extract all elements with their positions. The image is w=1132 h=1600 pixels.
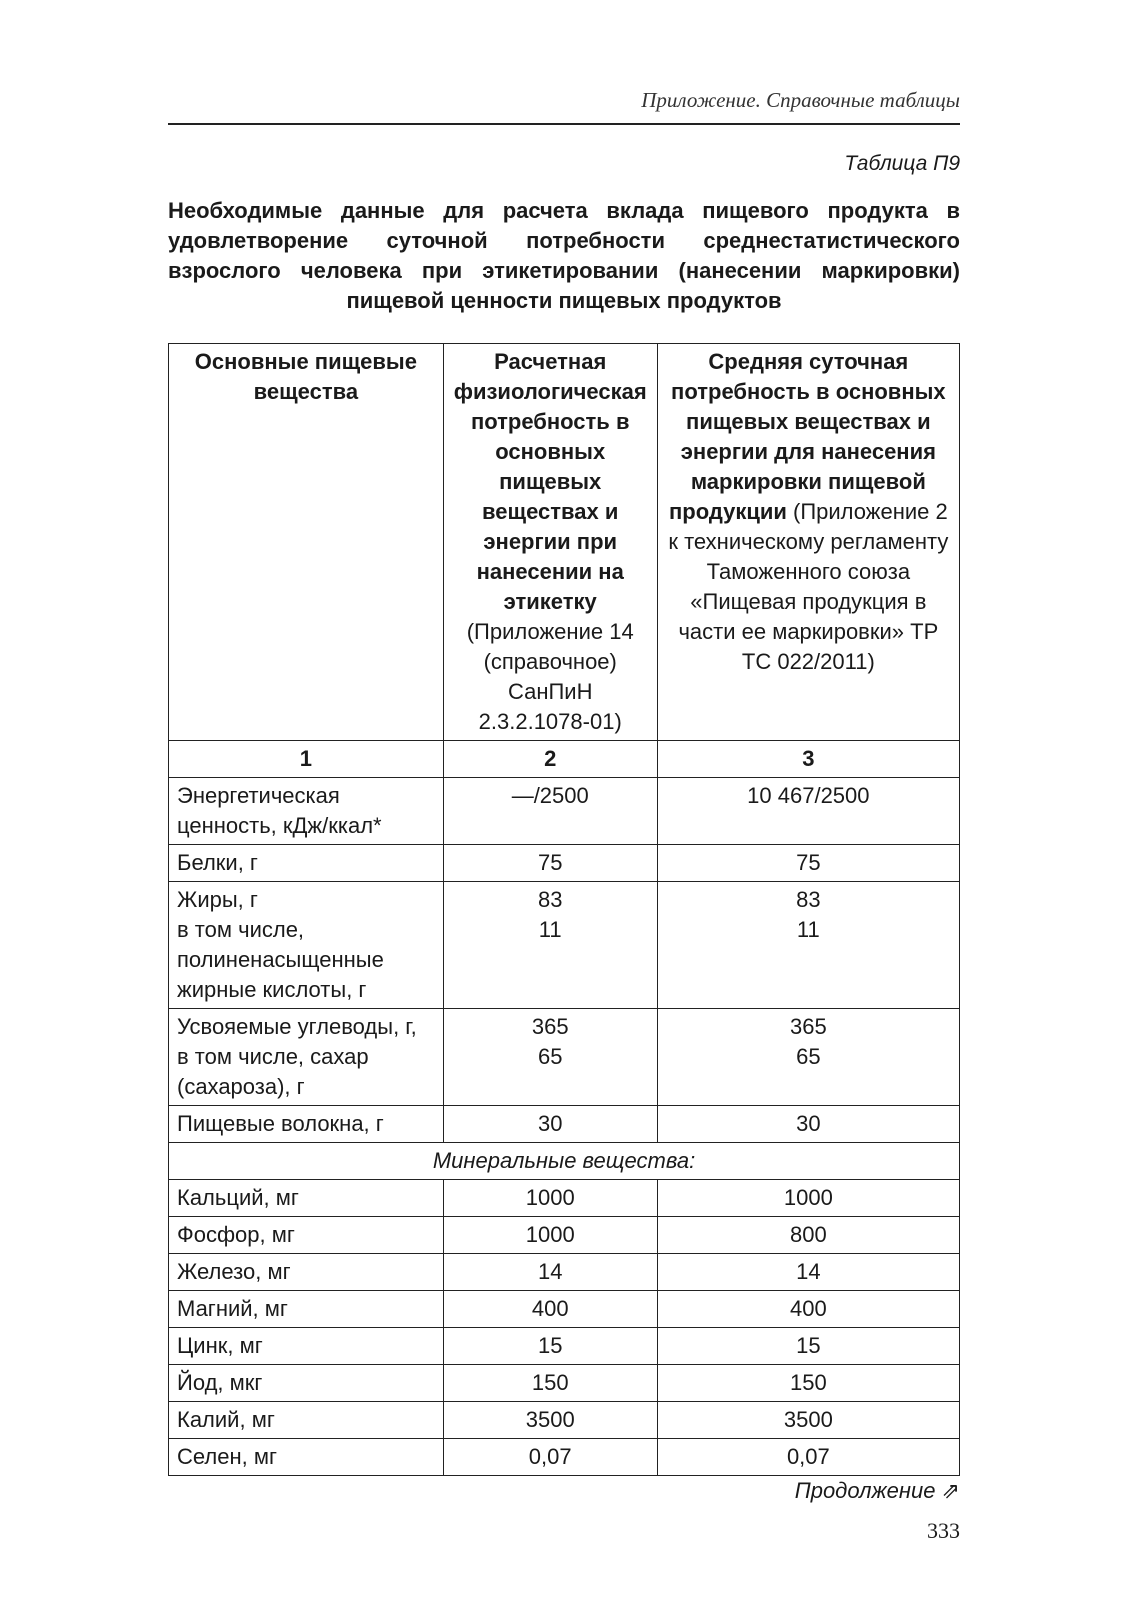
value-col-3	[657, 845, 959, 882]
nutrient-name: Калий, мг	[169, 1402, 444, 1439]
value-col-3: 15	[657, 1328, 959, 1365]
header-rule	[168, 123, 960, 125]
value-col-3	[657, 1106, 959, 1143]
running-head: Приложение. Справочные таблицы	[641, 88, 960, 112]
table-caption: Необходимые данные для расчета вклада пищевого продукта в удовлетворение суточной потребности среднестатистического взрослого человека при этикетировании (нанесении маркировки) пищевой ценности пищевых продуктов	[168, 198, 960, 313]
continuation-note: Продолжение ⇗	[794, 1478, 960, 1503]
value-col-2	[443, 1106, 657, 1143]
value-col-3-line: 10 467/2500	[747, 783, 870, 808]
value-col-3: 150	[657, 1365, 959, 1402]
value-col-3-line: 83	[796, 887, 821, 912]
nutrient-name: Магний, мг	[169, 1291, 444, 1328]
value-col-3: 0,07	[657, 1439, 959, 1476]
page-number: 333	[927, 1518, 960, 1543]
table-row	[169, 882, 960, 1009]
value-col-2	[443, 882, 657, 1009]
nutrient-name-line: Жиры, г	[177, 887, 258, 912]
value-col-3-line: 365	[789, 1014, 827, 1039]
value-col-3: 14	[657, 1254, 959, 1291]
nutrient-name-line: Пищевые волокна, г	[177, 1111, 384, 1136]
value-col-3: 400	[657, 1291, 959, 1328]
column-number: 3	[657, 741, 959, 778]
header-col-2-note: (Приложение 14 (справочное) СанПиН 2.3.2.1078-01)	[466, 619, 634, 734]
value-col-2: 14	[443, 1254, 657, 1291]
value-col-3	[657, 1009, 959, 1106]
header-col-2-bold: Расчетная физиологическая потребность в основных пищевых веществах и энергии при нанесении на этикетку	[453, 349, 647, 614]
nutrient-name	[169, 882, 444, 1009]
value-col-3-line: 75	[796, 850, 821, 875]
value-col-2: 400	[443, 1291, 657, 1328]
value-col-2: 1000	[443, 1217, 657, 1254]
table-row	[169, 1291, 960, 1328]
nutrient-name: Йод, мкг	[169, 1365, 444, 1402]
section-minerals: Минеральные вещества:	[169, 1143, 960, 1180]
table-label: Таблица П9	[844, 152, 960, 175]
nutrient-name	[169, 845, 444, 882]
nutrient-name: Фосфор, мг	[169, 1217, 444, 1254]
value-col-2: 15	[443, 1328, 657, 1365]
value-col-2-line: 75	[537, 850, 563, 875]
value-col-2	[443, 778, 657, 845]
value-col-2: 1000	[443, 1180, 657, 1217]
nutrition-table	[168, 343, 960, 1476]
nutrient-name: Кальций, мг	[169, 1180, 444, 1217]
column-number-row	[169, 741, 960, 778]
value-col-3: 800	[657, 1217, 959, 1254]
value-col-2-line: —/2500	[511, 783, 589, 808]
table-row	[169, 1365, 960, 1402]
section-row	[169, 1143, 960, 1180]
table-row	[169, 1328, 960, 1365]
header-col-1: Основные пищевые вещества	[169, 344, 444, 741]
value-col-2-line: 83	[537, 887, 563, 912]
value-col-2-line: 30	[537, 1111, 563, 1136]
table-row	[169, 845, 960, 882]
nutrient-name: Железо, мг	[169, 1254, 444, 1291]
nutrient-name-line: Усвояемые углеводы, г,	[177, 1014, 417, 1039]
header-col-3	[657, 344, 959, 741]
value-col-3	[657, 882, 959, 1009]
table-header-row	[169, 344, 960, 741]
value-col-2-line: 65	[537, 1044, 563, 1069]
value-col-3	[657, 778, 959, 845]
value-col-2: 0,07	[443, 1439, 657, 1476]
nutrient-name	[169, 1106, 444, 1143]
value-col-2	[443, 845, 657, 882]
nutrient-name: Селен, мг	[169, 1439, 444, 1476]
value-col-3: 3500	[657, 1402, 959, 1439]
table-row	[169, 1009, 960, 1106]
table-row	[169, 1180, 960, 1217]
nutrient-name-line: Белки, г	[177, 850, 258, 875]
header-col-3-note: (Приложение 2 к техническому регламенту Таможенного союза «Пищевая продукция в части ее маркировки» ТР ТС 022/2011)	[668, 499, 949, 674]
header-col-3-bold: Средняя суточная потребность в основных пищевых веществах и энергии для нанесения маркировки пищевой продукции	[668, 349, 946, 524]
value-col-3-line: 65	[796, 1044, 821, 1069]
value-col-2: 3500	[443, 1402, 657, 1439]
nutrient-name-line: в том числе, полиненасыщенные жирные кислоты, г	[177, 917, 384, 1002]
table-row	[169, 1439, 960, 1476]
table-row	[169, 1402, 960, 1439]
nutrient-name: Цинк, мг	[169, 1328, 444, 1365]
value-col-3-line: 11	[796, 917, 820, 942]
value-col-2-line: 11	[538, 917, 562, 942]
column-number: 1	[169, 741, 444, 778]
value-col-2: 150	[443, 1365, 657, 1402]
nutrient-name-line: в том числе, сахар (сахароза), г	[177, 1044, 369, 1099]
nutrient-name	[169, 1009, 444, 1106]
column-number: 2	[443, 741, 657, 778]
header-col-2	[443, 344, 657, 741]
table-row	[169, 1217, 960, 1254]
table-row	[169, 778, 960, 845]
value-col-2-line: 365	[531, 1014, 569, 1039]
table-row	[169, 1254, 960, 1291]
value-col-3-line: 30	[796, 1111, 821, 1136]
value-col-3: 1000	[657, 1180, 959, 1217]
nutrient-name-line: Энергетическая ценность, кДж/ккал*	[177, 783, 382, 838]
nutrient-name	[169, 778, 444, 845]
value-col-2	[443, 1009, 657, 1106]
table-row	[169, 1106, 960, 1143]
